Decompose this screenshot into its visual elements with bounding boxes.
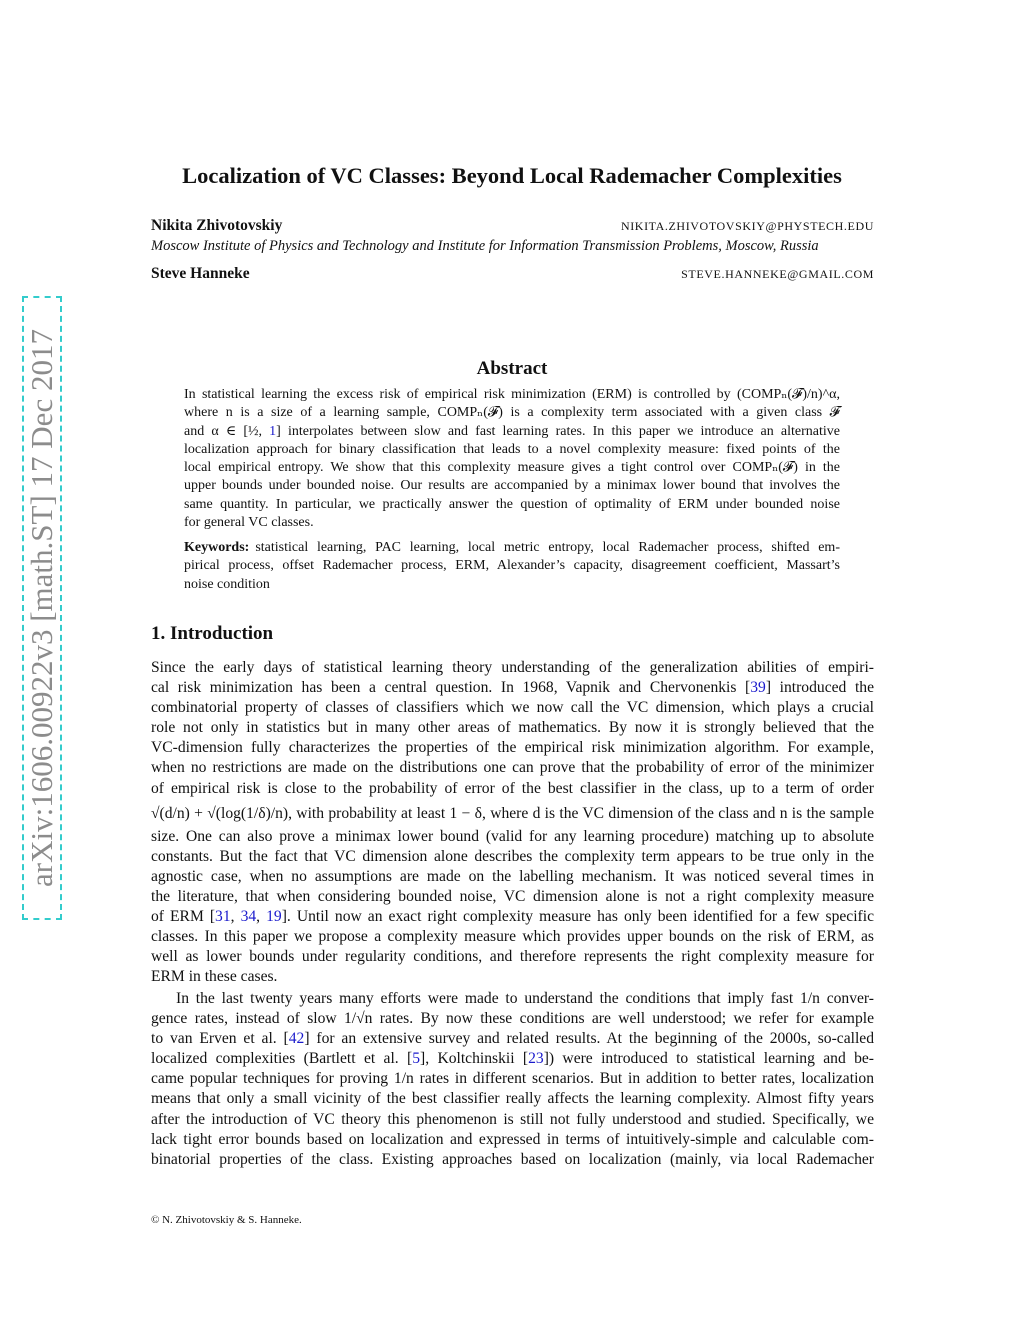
keywords bbox=[184, 539, 840, 594]
author-email: STEVE.HANNEKE@GMAIL.COM bbox=[681, 267, 874, 281]
text-line: constants. But the fact that VC dimension alone describes the complexity term appears to be true only in the bbox=[151, 847, 874, 865]
text-line: lack tight error bounds based on localization and expressed in terms of intuitively-simple and calculable com- bbox=[151, 1130, 874, 1148]
text-line: binatorial properties of the class. Existing approaches based on localization (mainly, via local Rademacher bbox=[151, 1150, 874, 1168]
arxiv-stamp bbox=[22, 296, 62, 920]
text-line: gence rates, instead of slow 1/√n rates. By now these conditions are well understood; we refer for example bbox=[151, 1010, 874, 1028]
text-line: combinatorial property of classes of classifiers which we now call the VC dimension, which plays a crucial bbox=[151, 699, 874, 717]
citation-link[interactable]: 42 bbox=[288, 1030, 305, 1048]
text-line: cal risk minimization has been a central question. In 1968, Vapnik and Chervonenkis [39] introduced the bbox=[151, 679, 874, 697]
citation-link[interactable]: 31 bbox=[215, 908, 231, 926]
text-line: to van Erven et al. [42] for an extensive survey and related results. At the beginning of the 2000s, so-called bbox=[151, 1030, 875, 1048]
keywords-line: pirical process, offset Rademacher process, ERM, Alexander’s capacity, disagreement coefficient, Massart’s bbox=[184, 558, 840, 574]
text-line: the literature, that when considering bounded noise, VC dimension alone is not a right complexity measure bbox=[151, 888, 874, 906]
text-line: local empirical entropy. We show that this complexity measure gives a tight control over COMPₙ(𝓕) in the bbox=[184, 460, 840, 476]
text-line: localized complexities (Bartlett et al. [5], Koltchinskii [23]) were introduced to statistical learning and be- bbox=[151, 1050, 875, 1068]
section-heading: 1. Introduction bbox=[151, 623, 274, 644]
text-line: after the introduction of VC theory this phenomenon is still not fully understood and studied. Specifically, we bbox=[151, 1110, 874, 1128]
text-line: means that only a small vicinity of the best classifier really affects the learning complexity. Almost fifty years bbox=[151, 1090, 874, 1108]
text-line: upper bounds under bounded noise. Our results are accompanied by a minimax lower bound that involves the bbox=[184, 478, 840, 494]
arxiv-stamp-text: arXiv:1606.00922v3 [math.ST] 17 Dec 2017 bbox=[24, 329, 59, 887]
text-line: localization approach for binary classification that leads to a novel complexity measure: fixed points of the bbox=[184, 441, 840, 457]
citation-link[interactable]: 5 bbox=[412, 1050, 421, 1068]
text-line: VC-dimension fully characterizes the properties of the empirical risk minimization algorithm. For example, bbox=[151, 739, 874, 757]
abstract-heading: Abstract bbox=[476, 358, 548, 379]
citation-link[interactable]: 1 bbox=[269, 423, 277, 439]
abstract-body bbox=[184, 386, 840, 532]
text-line: and α ∈ [½, 1] interpolates between slow and fast learning rates. In this paper we introduce an alternative bbox=[184, 423, 840, 439]
text-line: ERM in these cases. bbox=[151, 968, 278, 986]
text-line: when no restrictions are made on the distributions one can prove that the probability of error of the minimizer bbox=[151, 759, 874, 777]
text-line: where n is a size of a learning sample, COMPₙ(𝓕) is a complexity term associated with a given class 𝓕 bbox=[184, 405, 840, 421]
keywords-line: statistical learning, PAC learning, local metric entropy, local Rademacher process, shifted em- bbox=[255, 540, 840, 555]
keywords-label: Keywords: bbox=[184, 540, 250, 555]
text-line: size. One can also prove a minimax lower bound (valid for any learning procedure) matching up to absolute bbox=[151, 827, 874, 845]
author-name: Nikita Zhivotovskiy bbox=[151, 217, 283, 234]
copyright-footer: © N. Zhivotovskiy & S. Hanneke. bbox=[151, 1214, 302, 1226]
text-line: √(d/n) + √(log(1/δ)/n), with probability at least 1 − δ, where d is the VC dimension of the class and n is the sample bbox=[151, 804, 874, 822]
author-affiliation: Moscow Institute of Physics and Technology and Institute for Information Transmission Problems, Moscow, Russia bbox=[151, 238, 819, 254]
citation-link[interactable]: 34 bbox=[240, 908, 257, 926]
citation-link[interactable]: 23 bbox=[528, 1050, 544, 1068]
text-line: same quantity. In particular, we practically answer the question of optimality of ERM under bounded noise bbox=[184, 496, 840, 512]
paper-title: Localization of VC Classes: Beyond Local Rademacher Complexities bbox=[182, 163, 842, 188]
text-line: Since the early days of statistical learning theory understanding of the generalization abilities of empiri- bbox=[151, 659, 874, 676]
keywords-line: noise condition bbox=[184, 576, 270, 592]
citation-link[interactable]: 39 bbox=[750, 679, 766, 697]
author-email: NIKITA.ZHIVOTOVSKIY@PHYSTECH.EDU bbox=[620, 219, 874, 233]
text-line: agnostic case, when no assumptions are made on the labelling mechanism. It was noticed several times in bbox=[151, 867, 874, 885]
text-line: classes. In this paper we propose a complexity measure which provides upper bounds on the risk of ERM, as bbox=[151, 928, 874, 946]
text-line: In statistical learning the excess risk of empirical risk minimization (ERM) is controlled by (COMPₙ(𝓕)/n)^α, bbox=[184, 387, 840, 402]
author-2 bbox=[151, 265, 874, 283]
text-line: of ERM [31, 34, 19]. Until now an exact right complexity measure has only been identified for a few specific bbox=[151, 908, 875, 926]
author-name: Steve Hanneke bbox=[151, 265, 250, 282]
paragraph-1 bbox=[151, 658, 874, 988]
text-line: In the last twenty years many efforts were made to understand the conditions that imply fast 1/n conver- bbox=[176, 990, 874, 1007]
citation-link[interactable]: 19 bbox=[266, 908, 282, 926]
text-line: came popular techniques for proving 1/n rates in different scenarios. But in addition to better rates, localization bbox=[151, 1070, 874, 1088]
text-line: of empirical risk is close to the probability of error of the best classifier in the class, up to a term of order bbox=[151, 779, 874, 797]
text-line: well as lower bounds under regularity conditions, and therefore represents the right complexity measure for bbox=[151, 948, 874, 966]
text-line: for general VC classes. bbox=[184, 515, 314, 531]
author-1 bbox=[151, 217, 874, 235]
text-line: role not only in statistics but in many other areas of mathematics. By now it is strongly believed that the bbox=[151, 719, 874, 737]
paragraph-2 bbox=[151, 989, 874, 1170]
